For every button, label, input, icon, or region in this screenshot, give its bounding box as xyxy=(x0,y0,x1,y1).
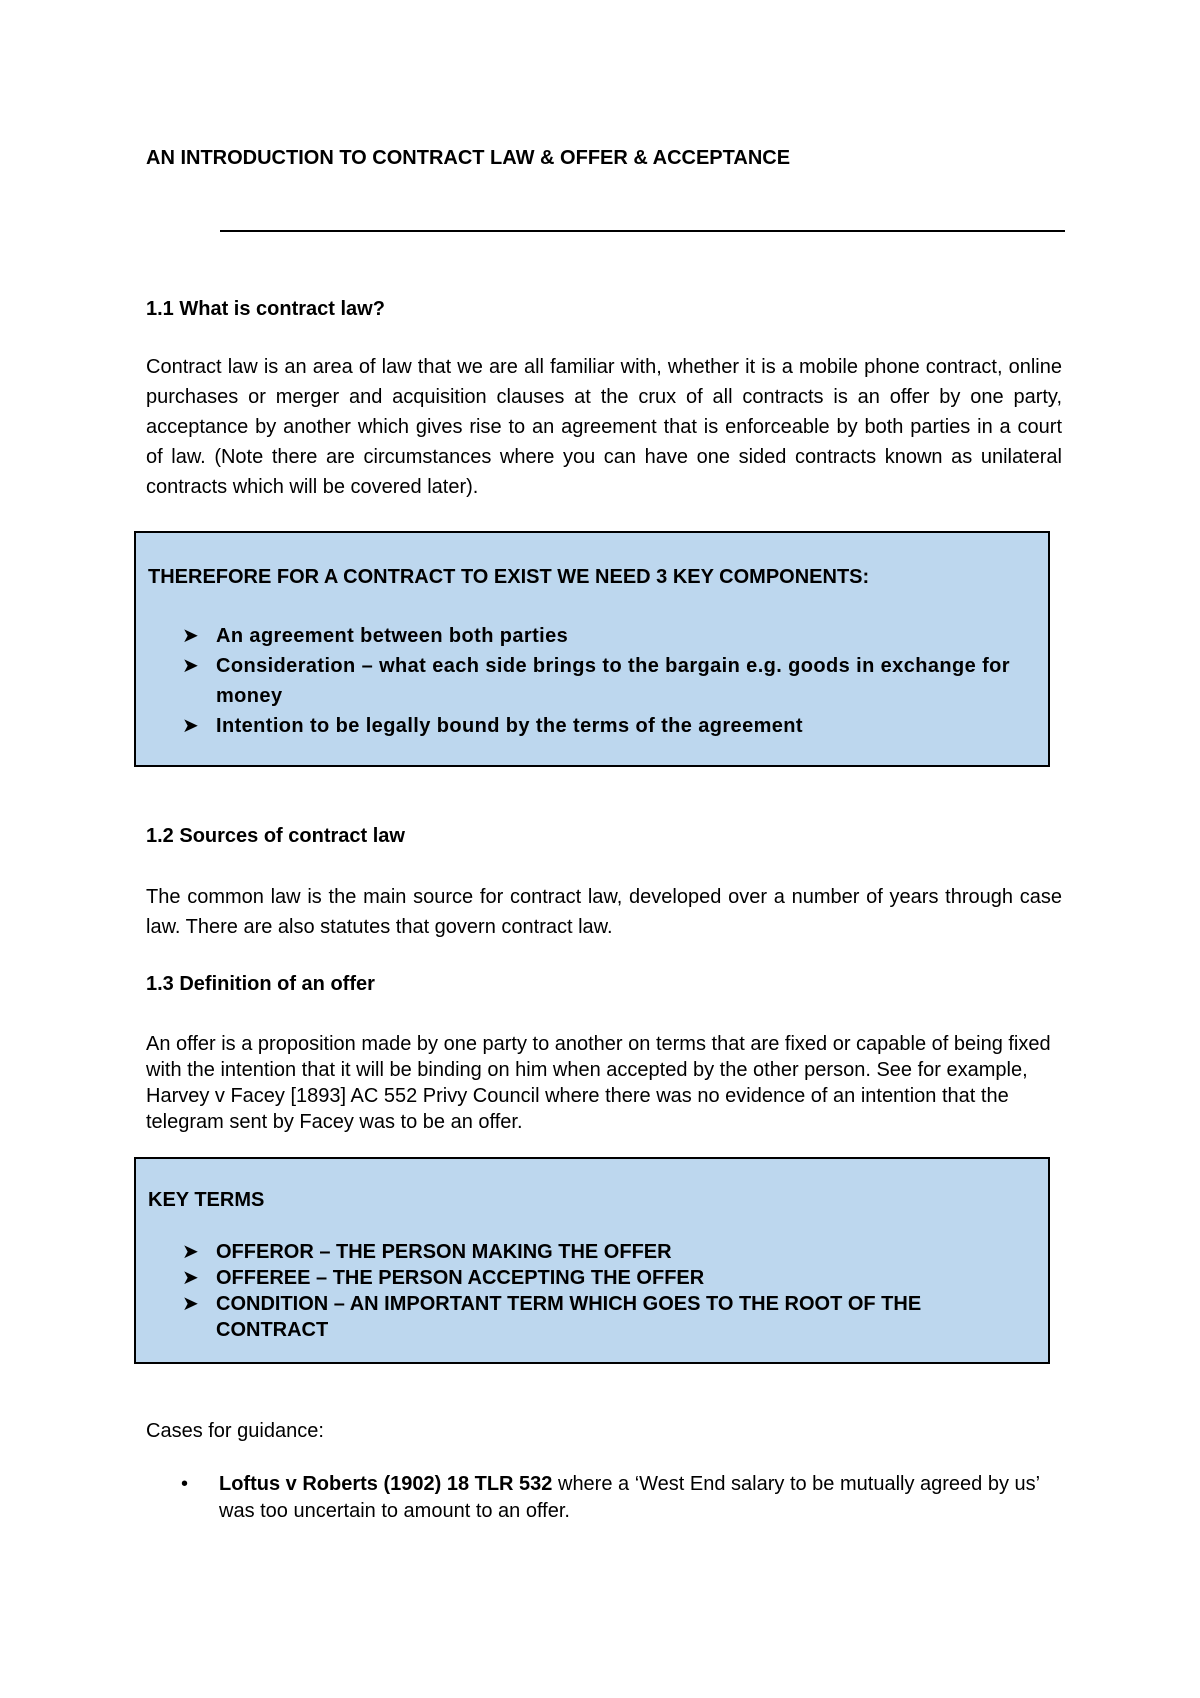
bullet-icon: • xyxy=(181,1473,189,1495)
key-components-list xyxy=(182,621,1040,741)
list-item xyxy=(182,711,1040,741)
section-body-definition-of-an-offer: An offer is a proposition made by one party to another on terms that are fixed or capable of being fixed with the intention that it will be binding on him when accepted by the other person. See for example, Harvey v Facey [1893] AC 552 Privy Council where there was no evidence of an intention that the telegram sent by Facey was to be an offer. xyxy=(146,1033,1051,1133)
cases-list xyxy=(146,1471,1046,1525)
list-item-text: OFFEREE – THE PERSON ACCEPTING THE OFFER xyxy=(216,1267,705,1289)
list-item xyxy=(182,1239,1012,1265)
list-item xyxy=(146,1471,1046,1525)
list-item xyxy=(182,1265,1012,1291)
arrow-bullet-icon: ➤ xyxy=(182,625,200,647)
list-item-text: OFFEROR – THE PERSON MAKING THE OFFER xyxy=(216,1241,672,1263)
list-item xyxy=(182,621,1040,651)
section-heading-definition-of-an-offer: 1.3 Definition of an offer xyxy=(146,973,375,995)
list-item-text: An agreement between both parties xyxy=(216,625,569,647)
cases-intro: Cases for guidance: xyxy=(146,1420,324,1442)
case-description: where a ‘West End salary to be mutually agreed by us’ was too uncertain to amount to an offer. xyxy=(219,1473,1040,1522)
title-divider xyxy=(220,230,1065,232)
list-item-text: CONDITION – AN IMPORTANT TERM WHICH GOES TO THE ROOT OF THE CONTRACT xyxy=(216,1293,922,1341)
key-components-box xyxy=(134,531,1050,767)
section-body-sources-of-contract-law: The common law is the main source for contract law, developed over a number of years through case law. There are also statutes that govern contract law. xyxy=(146,886,1062,938)
key-terms-heading: KEY TERMS xyxy=(148,1189,265,1211)
key-terms-list xyxy=(182,1239,1012,1343)
list-item xyxy=(182,1291,1012,1343)
arrow-bullet-icon: ➤ xyxy=(182,715,200,737)
arrow-bullet-icon: ➤ xyxy=(182,1241,199,1263)
list-item-text: Consideration – what each side brings to the bargain e.g. goods in exchange for money xyxy=(216,655,1010,707)
key-components-heading: THEREFORE FOR A CONTRACT TO EXIST WE NEED 3 KEY COMPONENTS: xyxy=(148,566,870,588)
list-item xyxy=(182,651,1040,711)
key-terms-box xyxy=(134,1157,1050,1364)
arrow-bullet-icon: ➤ xyxy=(182,1267,199,1289)
section-heading-sources-of-contract-law: 1.2 Sources of contract law xyxy=(146,825,405,847)
arrow-bullet-icon: ➤ xyxy=(182,1293,199,1315)
list-item-text: Intention to be legally bound by the terms of the agreement xyxy=(216,715,803,737)
document-title: AN INTRODUCTION TO CONTRACT LAW & OFFER & ACCEPTANCE xyxy=(146,147,791,169)
arrow-bullet-icon: ➤ xyxy=(182,655,200,677)
section-heading-what-is-contract-law: 1.1 What is contract law? xyxy=(146,298,385,320)
case-name: Loftus v Roberts (1902) 18 TLR 532 xyxy=(219,1473,553,1495)
section-body-what-is-contract-law: Contract law is an area of law that we are all familiar with, whether it is a mobile phone contract, online purchases or merger and acquisition clauses at the crux of all contracts is an offer by one party, acceptance by another which gives rise to an agreement that is enforceable by both parties in a court of law. (Note there are circumstances where you can have one sided contracts known as unilateral contracts which will be covered later). xyxy=(146,356,1062,498)
